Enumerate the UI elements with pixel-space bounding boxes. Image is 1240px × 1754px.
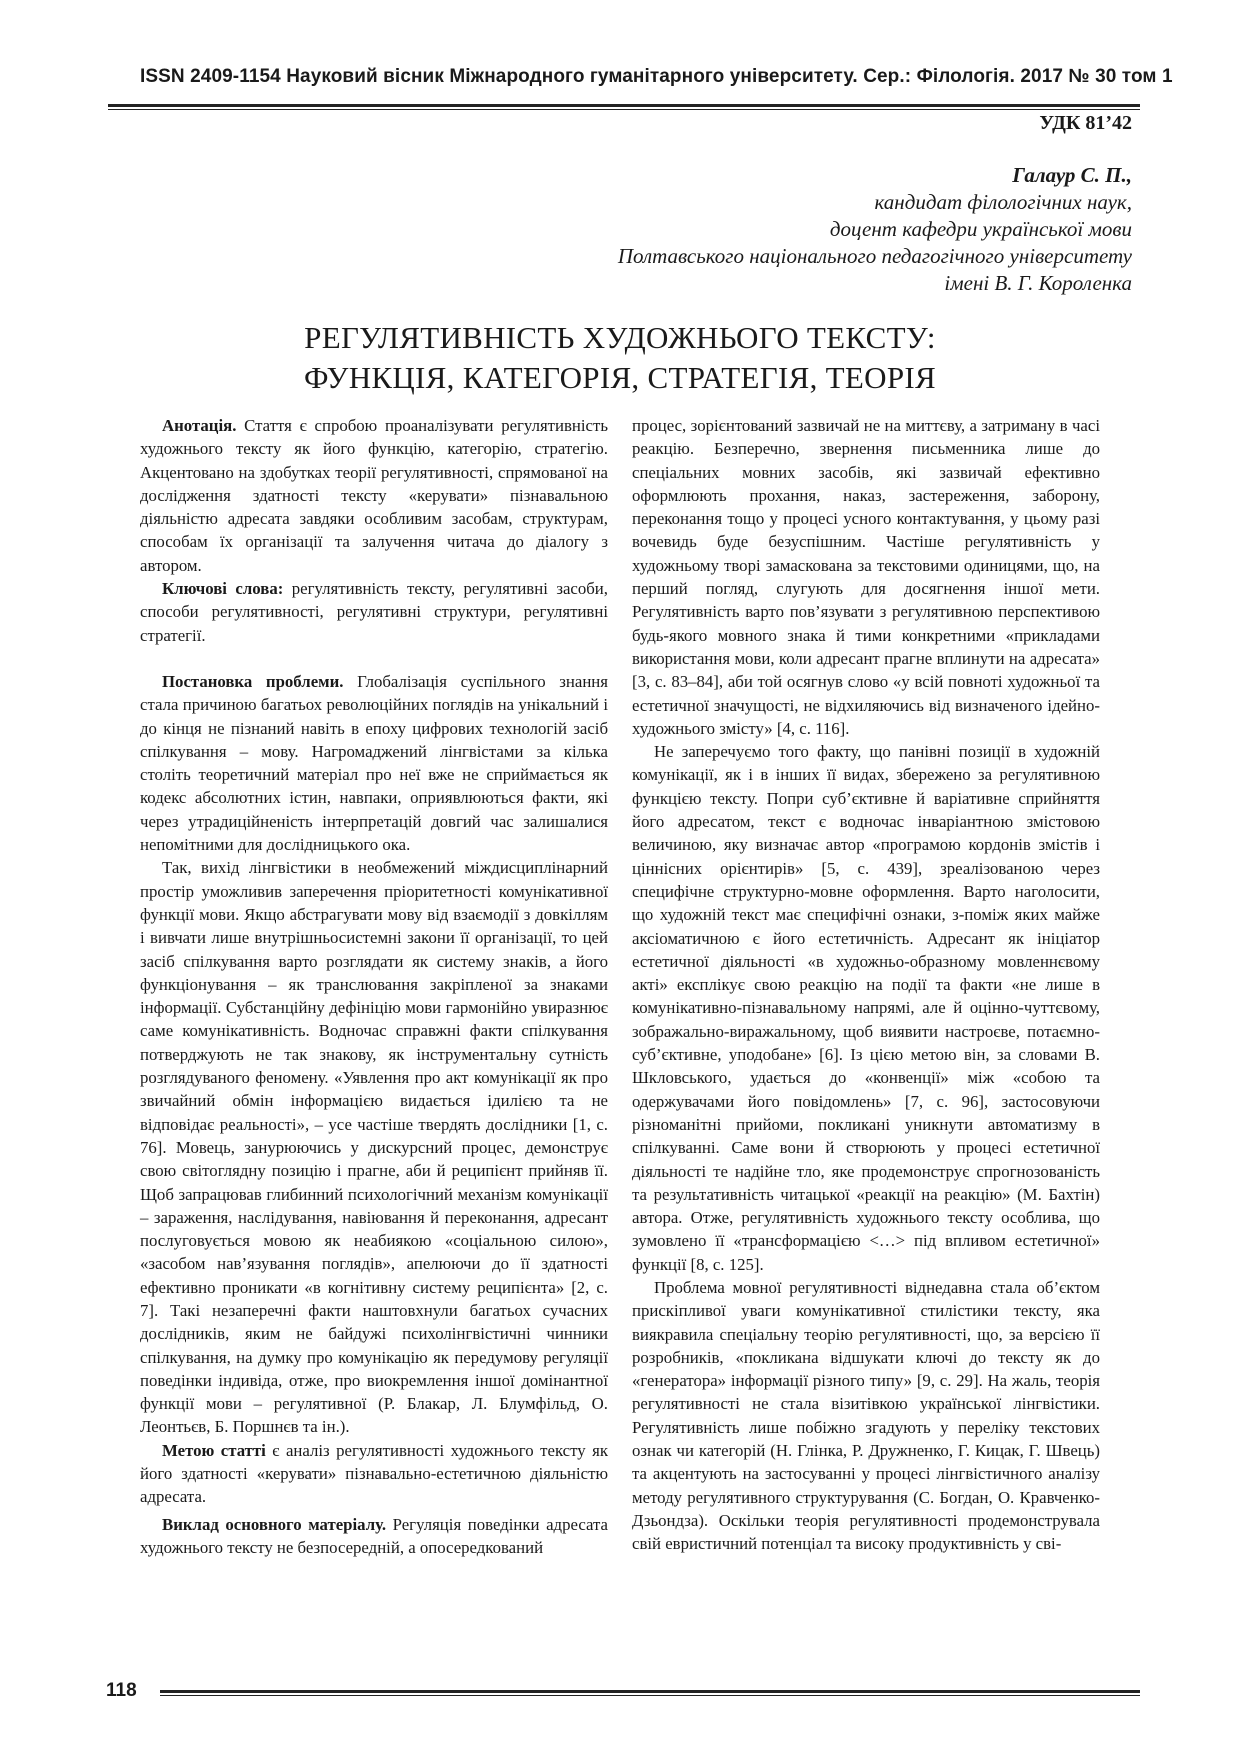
footer-rule-thin	[160, 1695, 1140, 1696]
author-name: Галаур С. П.,	[1012, 163, 1132, 187]
udc-code: УДК 81’42	[1039, 112, 1132, 134]
title-line-1: РЕГУЛЯТИВНІСТЬ ХУДОЖНЬОГО ТЕКСТУ:	[304, 320, 936, 355]
abstract-label: Анотація.	[162, 416, 237, 435]
main-label: Виклад основного матеріалу.	[162, 1514, 387, 1534]
abstract-paragraph	[140, 414, 608, 577]
author-university: Полтавського національного педагогічного університету	[617, 244, 1132, 268]
aim-label: Метою статті	[162, 1440, 266, 1460]
left-column	[140, 414, 608, 1559]
main-paragraph	[140, 1513, 608, 1560]
header-rule	[108, 104, 1140, 107]
body-paragraph: Не заперечуємо того факту, що панівні позиції в художній комунікації, як і в інших її видах, збережено за регулятивною функцією тексту. Попри суб’єктивне й варіативне сприйняття його адресатом, текст є водночас інваріантною змістовою величиною, яку визначає автор «програмою кордонів змістів і ціннісних орієнтирів» [5, с. 439], зреалізованою через специфічне структурно-мовне оформлення. Варто наголосити, що художній текст має специфічні ознаки, з-поміж яких майже аксіоматичною є його естетичність. Адресант як ініціатор естетичної діяльності «в художньо-образному мовленнєвому акті» експлікує свою реакцію на події та факти «не лише в комунікативно-пізнавальному напрямі, але й оцінно-чуттєвому, зображально-виражальному, щоб виявити настроєве, потаємно-суб’єктивне, уподобане» [6]. Із цією метою він, за словами В. Шкловського, удається до «конвенції» між «собою та одержувачами його повідомлень» [7, с. 96], застосовуючи різноманітні прийоми, покликані уникнути автоматизму в спілкуванні. Саме вони й створюють у процесі естетичної діяльності те надійне тло, яке продемонструє спрогнозованість та результативність читацької «реакції на реакцію» (М. Бахтін) автора. Отже, регулятивність художнього тексту особлива, що зумовлено її «трансформацією <…> під впливом естетичної» функції [8, с. 125].	[632, 742, 1100, 1274]
author-degree: кандидат філологічних наук,	[874, 190, 1132, 214]
keywords-label: Ключові слова:	[162, 579, 284, 599]
article-title	[140, 318, 1100, 398]
keywords-paragraph	[140, 577, 608, 647]
aim-paragraph	[140, 1439, 608, 1509]
main-text: Регуляція поведінки адресата художнього тексту не безпосередній, а опосередкований	[140, 1514, 608, 1557]
problem-paragraph	[140, 670, 608, 856]
author-position: доцент кафедри української мови	[829, 217, 1132, 241]
keywords-text: регулятивність тексту, регулятивні засоби, способи регулятивності, регулятивні структури, регулятивні стратегії.	[140, 579, 608, 645]
body-paragraph: Так, вихід лінгвістики в необмежений міждисциплінарний простір уможливив заперечення пріоритетності комунікативної функції мови. Якщо абстрагувати мову від взаємодії з довкіллям і вивчати лише внутрішньосистемні закони її організації, то цей засіб спілкування варто розглядати як систему знаків, а його функціонування – як транслювання закріпленої за знаками інформації. Субстанційну дефініцію мови гармонійно увиразнює саме комунікативність. Водночас справжні факти спілкування потверджують не так знакову, як інструментальну сутність розглядуваного феномену. «Уявлення про акт комунікації як про звичайний обмін інформацією видається ідилією та не відповідає реальності», – усе частіше твердять дослідники [1, с. 76]. Мовець, занурюючись у дискурсний процес, демонструє свою світоглядну позицію і прагне, аби й реципієнт прийняв її. Щоб запрацював глибинний психологічний механізм комунікації – зараження, наслідування, навіювання й переконання, адресант послуговується мовою як неабиякою «соціальною силою», «засобом нав’язування поглядів», апелюючи до її здатності ефективно проникати «в когнітивну систему реципієнта» [2, с. 7]. Такі незаперечні факти наштовхнули багатьох сучасних дослідників, яким не байдужі психолінгвістичні чинники спілкування, на думку про комунікацію як передумову регуляції поведінки індивіда, отже, про виокремлення іншої домінантної функції мови – регулятивної (Р. Блакар, Л. Блумфільд, О. Леонтьєв, Б. Поршнєв та ін.).	[140, 858, 608, 1437]
author-block	[618, 162, 1132, 297]
problem-label: Постановка проблеми.	[162, 671, 344, 691]
body-paragraph: процес, зорієнтований зазвичай не на миттєву, а затриману в часі реакцію. Безперечно, звернення письменника лише до спеціальних мовних засобів, які зазвичай ефективно оформлюють прохання, наказ, застереження, заборону, переконання тощо у процесі усного контактування, у цьому разі вочевидь буде безуспішним. Частіше регулятивність у художньому творі замаскована за текстовими одиницями, що, на перший погляд, слугують для досягнення іншої мети. Регулятивність варто пов’язувати з регулятивною перспективою будь-якого мовного знака й тими конкретними «прикладами використання мови, коли адресант прагне вплинути на адресата» [3, с. 83–84], аби той осягнув слово «у всій повноті художньої та естетичної значущості, не відхиляючись від визначеного ідейно-художнього змісту» [4, с. 116].	[632, 416, 1100, 738]
body-paragraph: Проблема мовної регулятивності віднедавна стала об’єктом прискіпливої уваги комунікативної стилістики тексту, яка виякравила спеціальну теорію регулятивності, що, за версією її розробників, «покликана відшукати ключі до тексту як до «генератора» інформації різного типу» [9, с. 29]. На жаль, теорія регулятивності не стала візитівкою української лінгвістики. Регулятивність лише побіжно згадують у переліку текстових ознак чи категорій (Н. Глінка, Р. Дружненко, Г. Кицак, Г. Швець) та акцентують на застосуванні у процесі лінгвістичного аналізу методу регулятивного структурування (С. Богдан, О. Кравченко-Дзьондза). Оскільки теорія регулятивності продемонструвала свій евристичний потенціал та високу продуктивність у сві-	[632, 1277, 1100, 1554]
right-column	[632, 414, 1100, 1556]
abstract-text: Стаття є спробою проаналізувати регулятивність художнього тексту як його функцію, категорію, стратегію. Акцентовано на здобутках теорії регулятивності, спрямованої на дослідження здатності тексту «керувати» пізнавальною діяльністю адресата завдяки особливим засобам, структурам, способам їх організації та залучення читача до діалогу з автором.	[140, 416, 608, 575]
page-number: 118	[106, 1680, 137, 1701]
header-rule-thin	[108, 109, 1140, 110]
journal-header: ISSN 2409-1154 Науковий вісник Міжнародного гуманітарного університету. Сер.: Філологія. 2017 № 30 том 1	[140, 66, 1173, 87]
footer-rule	[160, 1690, 1140, 1693]
aim-text: є аналіз регулятивності художнього тексту як його здатності «керувати» пізнавально-естетичною діяльністю адресата.	[140, 1440, 608, 1507]
author-university-name: імені В. Г. Короленка	[944, 271, 1132, 295]
title-line-2: ФУНКЦІЯ, КАТЕГОРІЯ, СТРАТЕГІЯ, ТЕОРІЯ	[304, 360, 936, 395]
problem-text: Глобалізація суспільного знання стала причиною багатьох революційних поглядів на унікальний і до кінця не пізнаний навіть в епоху цифрових технологій засіб спілкування – мову. Нагромаджений лінгвістами за кілька століть теоретичний матеріал про неї вже не сприймається як кодекс абсолютних істин, навпаки, оприявлюються факти, які через утрадиційненість інтерпретацій довгий час залишалися непомітними для дослідницького ока.	[140, 671, 608, 855]
